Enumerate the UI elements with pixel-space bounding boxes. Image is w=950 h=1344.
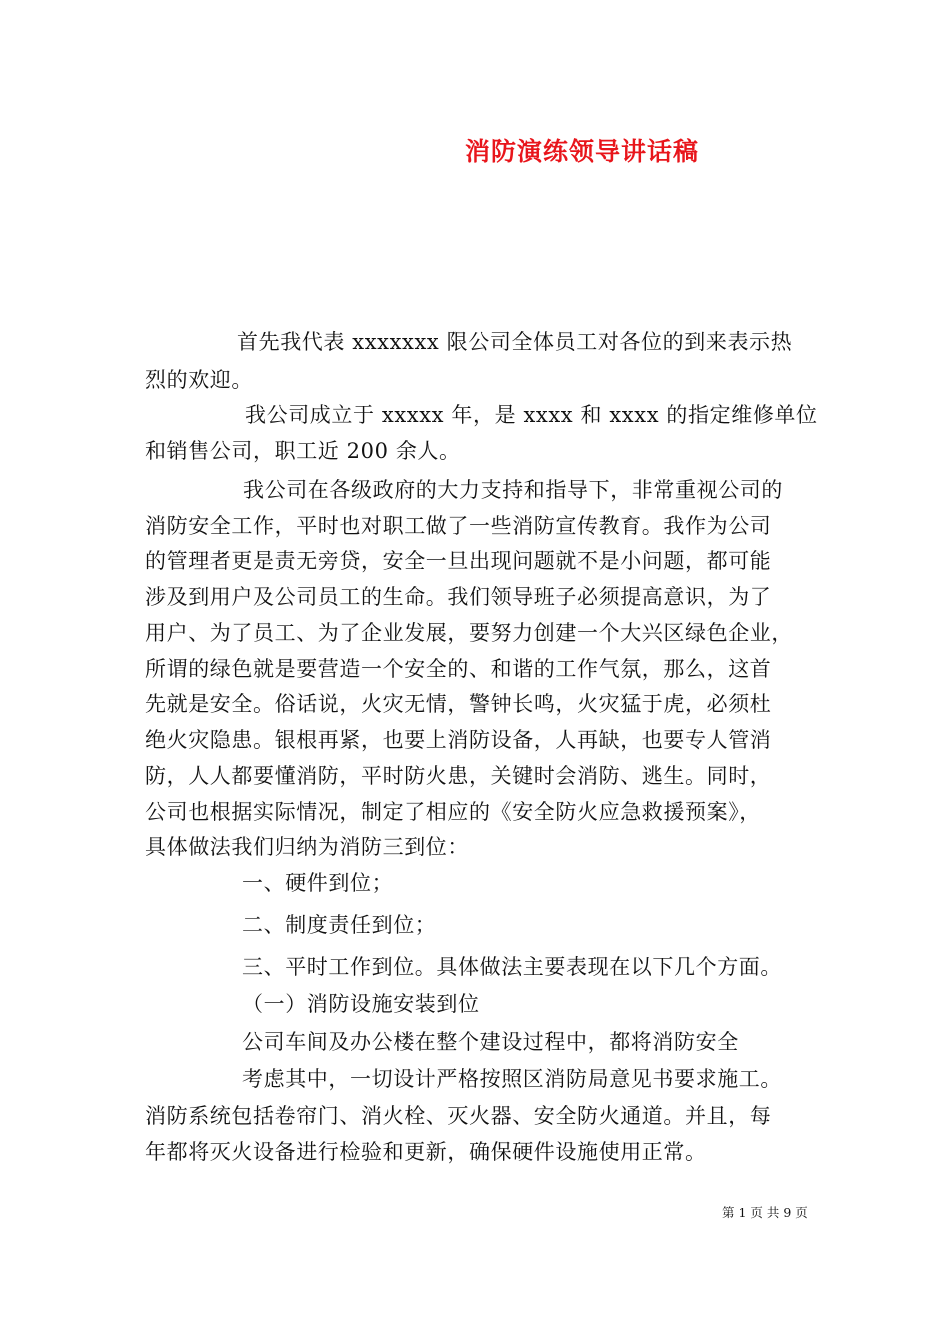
body-line-1: 首先我代表 xxxxxxx 限公司全体员工对各位的到来表示热 [237, 330, 793, 354]
body-line-6: 消防安全工作，平时也对职工做了一些消防宣传教育。我作为公司 [145, 514, 772, 538]
body-line-14: 公司也根据实际情况，制定了相应的《安全防火应急救援预案》， [145, 800, 761, 824]
list-item-3: 三、平时工作到位。具体做法主要表现在以下几个方面。 [242, 955, 782, 979]
body-line-18: 消防系统包括卷帘门、消火栓、灭火器、安全防火通道。并且，每 [145, 1104, 772, 1128]
body-line-13: 防，人人都要懂消防，平时防火患，关键时会消防、逃生。同时， [145, 764, 772, 788]
body-line-9: 用户、为了员工、为了企业发展，要努力创建一个大兴区绿色企业， [145, 621, 793, 645]
body-line-15: 具体做法我们归纳为消防三到位： [145, 835, 469, 859]
body-line-2: 烈的欢迎。 [145, 368, 253, 392]
body-line-16: 公司车间及办公楼在整个建设过程中，都将消防安全 [242, 1030, 739, 1054]
body-line-4: 和销售公司，职工近 200 余人。 [145, 439, 461, 463]
body-line-8: 涉及到用户及公司员工的生命。我们领导班子必须提高意识，为了 [145, 585, 772, 609]
body-line-12: 绝火灾隐患。银根再紧，也要上消防设备，人再缺，也要专人管消 [145, 728, 772, 752]
body-line-10: 所谓的绿色就是要营造一个安全的、和谐的工作气氛，那么，这首 [145, 657, 772, 681]
page-number: 第 1 页 共 9 页 [722, 1205, 808, 1220]
body-line-7: 的管理者更是责无旁贷，安全一旦出现问题就不是小问题，都可能 [145, 549, 772, 573]
section-heading: （一）消防设施安装到位 [242, 992, 480, 1016]
body-line-5: 我公司在各级政府的大力支持和指导下，非常重视公司的 [243, 478, 783, 502]
body-line-3: 我公司成立于 xxxxx 年，是 xxxx 和 xxxx 的指定维修单位 [245, 403, 818, 427]
body-line-19: 年都将灭火设备进行检验和更新，确保硬件设施使用正常。 [145, 1140, 707, 1164]
list-item-2: 二、制度责任到位； [242, 913, 437, 937]
document-title: 消防演练领导讲话稿 [464, 137, 699, 166]
body-line-17: 考虑其中，一切设计严格按照区消防局意见书要求施工。 [242, 1067, 782, 1091]
list-item-1: 一、硬件到位； [242, 871, 394, 895]
body-line-11: 先就是安全。俗话说，火灾无情，警钟长鸣，火灾猛于虎，必须杜 [145, 692, 772, 716]
